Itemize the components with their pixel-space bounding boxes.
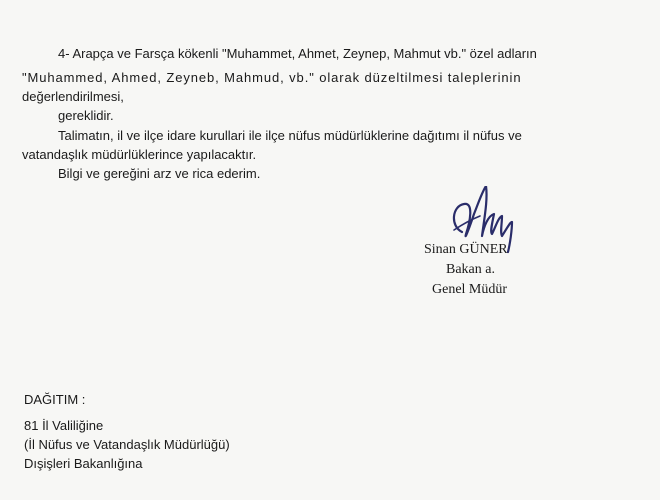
signatory-name: Sinan GÜNER [424,242,508,257]
paragraph-4-line-2: "Muhammed, Ahmed, Zeyneb, Mahmud, vb." olarak düzeltilmesi taleplerinin [22,70,522,85]
distribution-item: Dışişleri Bakanlığına [24,456,143,471]
signatory-title-1: Bakan a. [446,262,495,277]
distribution-item: (İl Nüfus ve Vatandaşlık Müdürlüğü) [24,437,230,452]
paragraph-5-line-1: Talimatın, il ve ilçe idare kurullari ile ilçe nüfus müdürlüklerine dağıtımı il nüfus ve [58,128,522,143]
paragraph-4-line-3: değerlendirilmesi, [22,89,124,104]
distribution-heading: DAĞITIM : [24,392,86,407]
paragraph-4-line-4: gereklidir. [58,108,114,123]
distribution-item: 81 İl Valiliğine [24,418,104,433]
signatory-title-2: Genel Müdür [432,282,508,297]
paragraph-5-line-2: vatandaşlık müdürlüklerince yapılacaktır. [22,147,257,162]
paragraph-4-line-1: 4- Arapça ve Farsça kökenli "Muhammet, Ahmet, Zeynep, Mahmut vb." özel adların [58,46,537,61]
closing-sentence: Bilgi ve gereğini arz ve rica ederim. [58,166,261,181]
